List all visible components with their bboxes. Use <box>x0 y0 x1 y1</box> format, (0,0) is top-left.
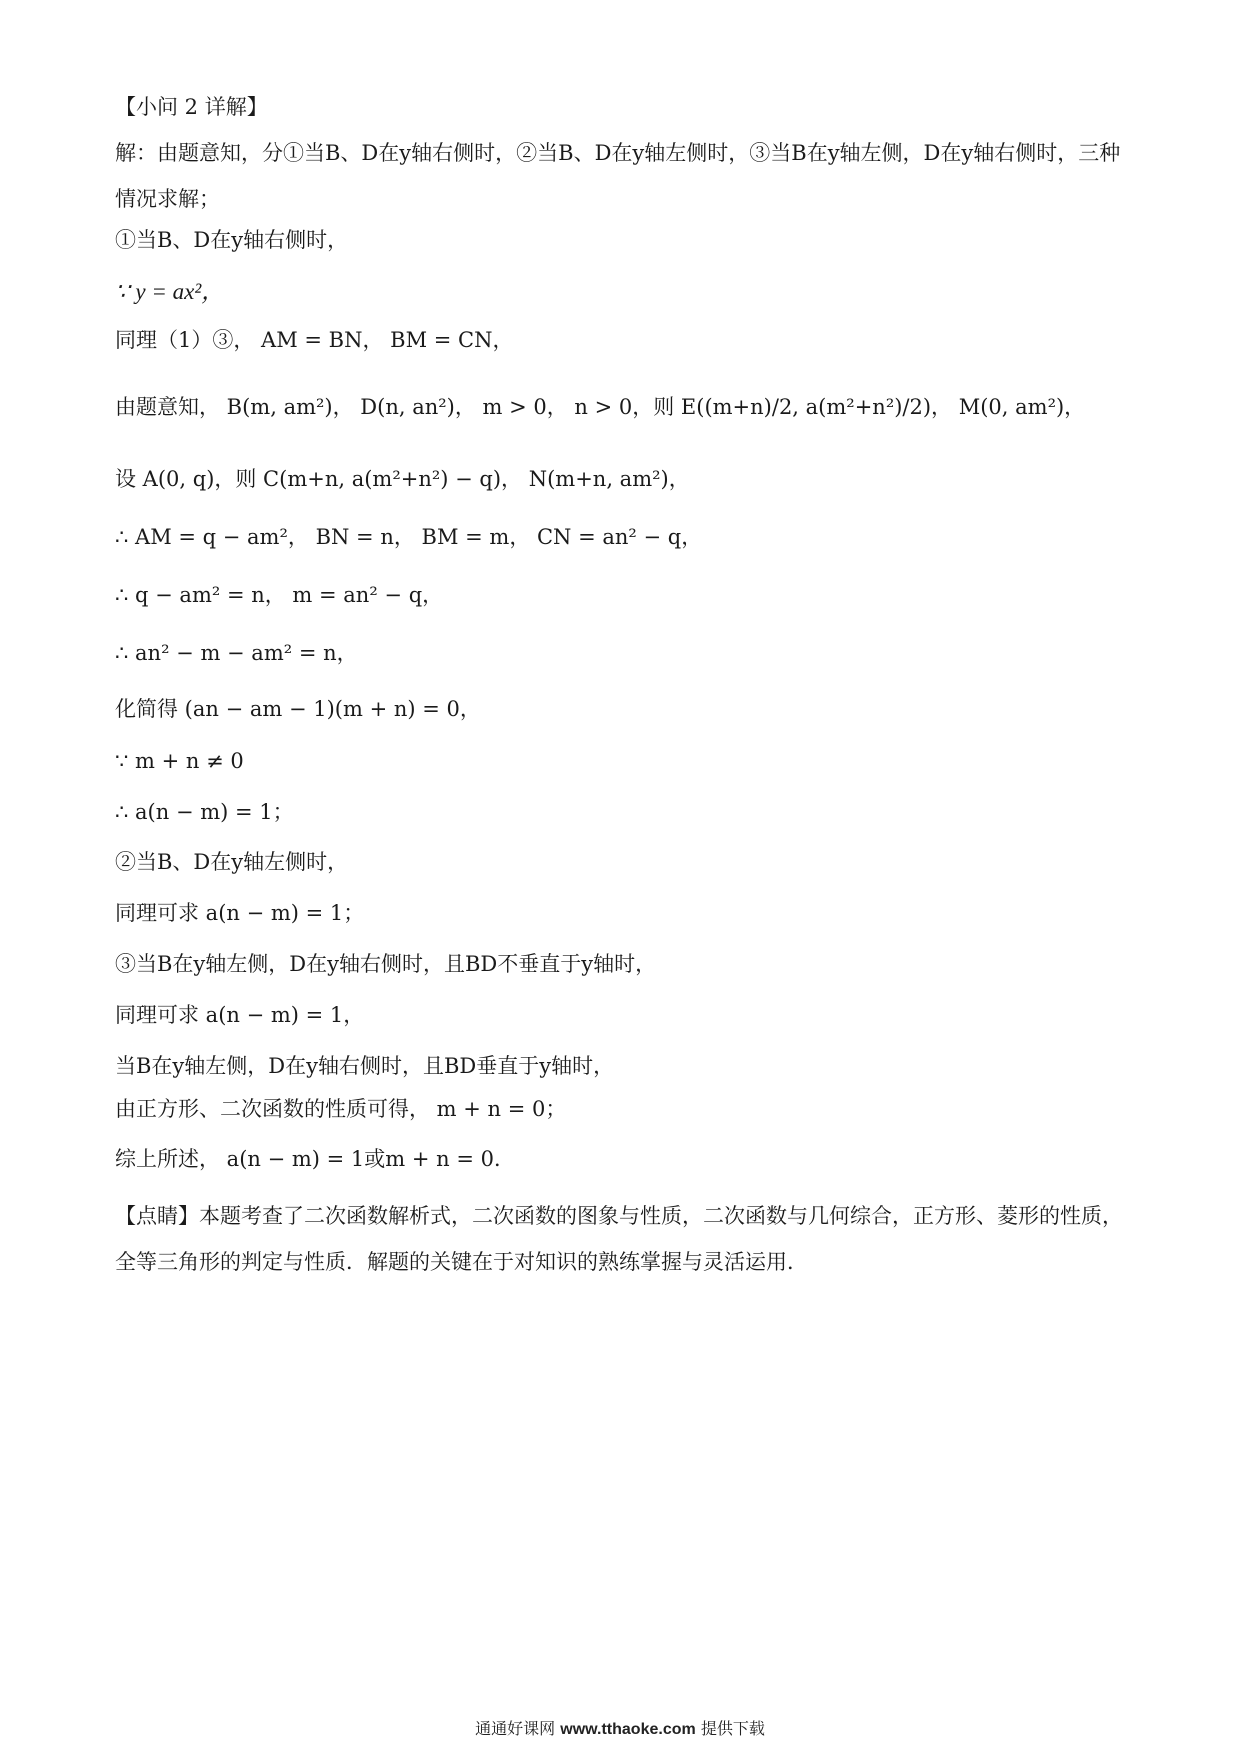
equation-simplified: 化简得 (an − am − 1)(m + n) = 0， <box>115 697 481 721</box>
equation-congruence: 同理（1）③， AM = BN， BM = CN， <box>115 328 514 352</box>
page-footer <box>0 1716 1240 1739</box>
case-2-heading: ②当B、D在y轴左侧时， <box>115 850 349 874</box>
footer-url[interactable]: www.tthaoke.com <box>560 1721 696 1738</box>
footer-site-name: 通通好课网 <box>475 1719 556 1738</box>
footer-download-text: 提供下载 <box>700 1719 765 1738</box>
case-1-heading: ①当B、D在y轴右侧时， <box>115 228 349 252</box>
case-3-perpendicular: 当B在y轴左侧，D在y轴右侧时，且BD垂直于y轴时， <box>115 1054 615 1078</box>
equation-equalities: ∴ q − am² = n， m = an² − q， <box>115 583 444 607</box>
equation-given: ∵ y = ax²， <box>115 279 225 304</box>
commentary: 【点睛】本题考查了二次函数解析式，二次函数的图象与性质，二次函数与几何综合，正方形、菱形的性质，全等三角形的判定与性质．解题的关键在于对知识的熟练掌握与灵活运用． <box>115 1204 1123 1274</box>
equation-nonzero: ∵ m + n ≠ 0 <box>115 749 244 773</box>
equation-result-2: 同理可求 a(n − m) = 1； <box>115 901 365 925</box>
case-3-heading: ③当B在y轴左侧，D在y轴右侧时，且BD不垂直于y轴时， <box>115 952 657 976</box>
square-property-result: 由正方形、二次函数的性质可得， m + n = 0； <box>115 1097 567 1121</box>
equation-point-a: 设 A(0, q)，则 C(m+n, a(m²+n²) − q)， N(m+n, am²)， <box>115 467 690 491</box>
conclusion: 综上所述， a(n − m) = 1或m + n = 0． <box>115 1147 515 1171</box>
equation-combined: ∴ an² − m − am² = n， <box>115 641 358 665</box>
section-title: 【小问 2 详解】 <box>115 95 268 119</box>
equation-result-3: 同理可求 a(n − m) = 1， <box>115 1003 365 1027</box>
solution-intro: 解：由题意知，分①当B、D在y轴右侧时，②当B、D在y轴左侧时，③当B在y轴左侧，D在y轴右侧时，三种情况求解； <box>115 141 1121 211</box>
equation-coordinates: 由题意知， B(m, am²)， D(n, an²)， m > 0， n > 0，则 E((m+n)/2, a(m²+n²)/2)， M(0, am²)， <box>115 395 1086 419</box>
equation-lengths: ∴ AM = q − am²， BN = n， BM = m， CN = an² − q， <box>115 525 703 549</box>
equation-result-1: ∴ a(n − m) = 1； <box>115 800 294 824</box>
